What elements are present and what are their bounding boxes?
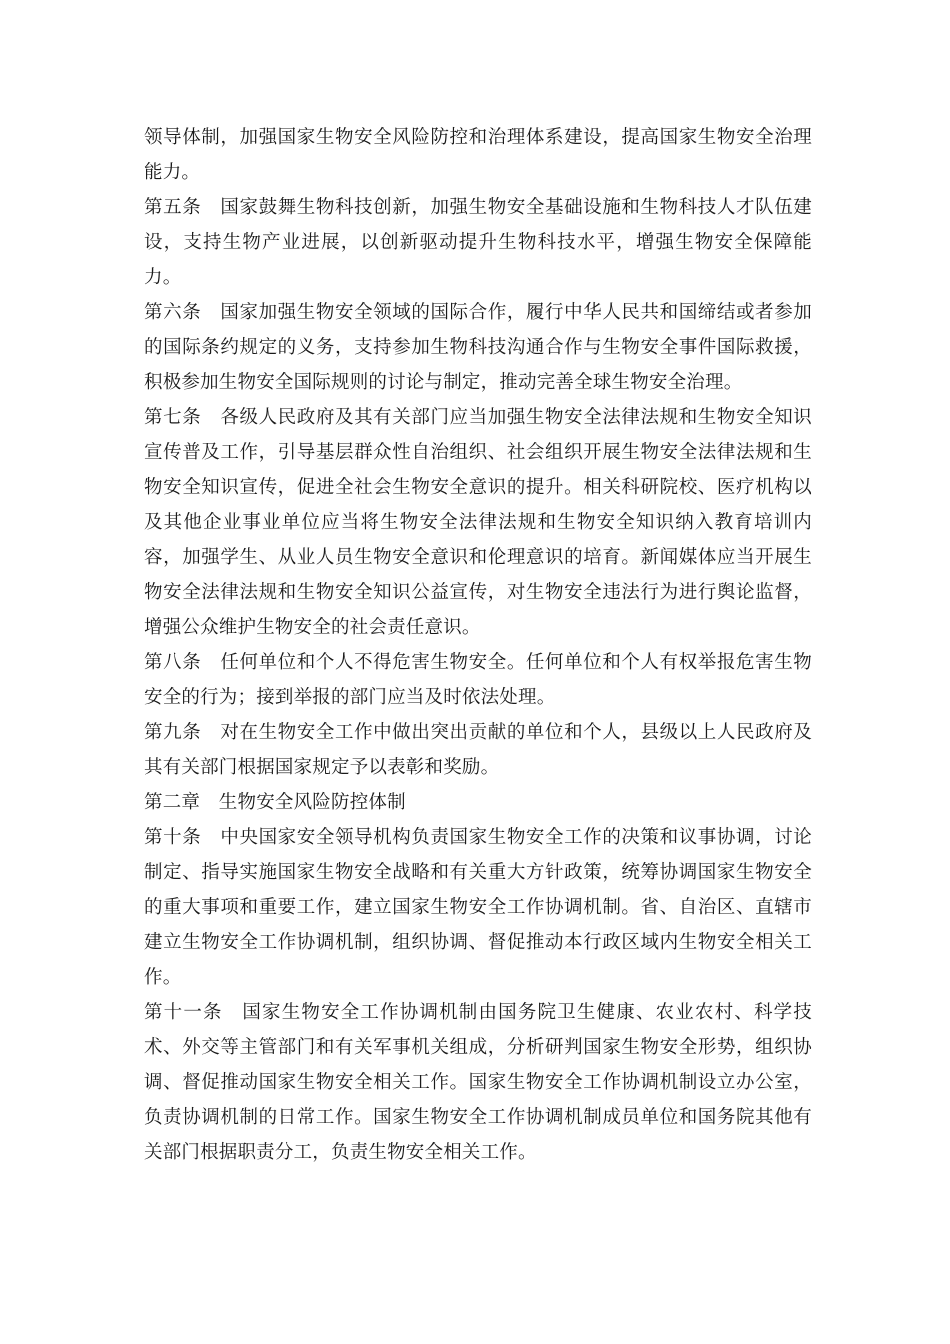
document-body xyxy=(144,120,812,1170)
article-5: 第五条 国家鼓舞生物科技创新，加强生物安全基础设施和生物科技人才队伍建设，支持生物产业进展，以创新驱动提升生物科技水平，增强生物安全保障能力。 xyxy=(144,197,812,288)
chapter-2-heading: 第二章 生物安全风险防控体制 xyxy=(144,792,406,813)
article-8: 第八条 任何单位和个人不得危害生物安全。任何单位和个人有权举报危害生物安全的行为；接到举报的部门应当及时依法处理。 xyxy=(144,652,812,708)
article-7: 第七条 各级人民政府及其有关部门应当加强生物安全法律法规和生物安全知识宣传普及工作，引导基层群众性自治组织、社会组织开展生物安全法律法规和生物安全知识宣传，促进全社会生物安全意识的提升。相关科研院校、医疗机构以及其他企业事业单位应当将生物安全法律法规和生物安全知识纳入教育培训内容，加强学生、从业人员生物安全意识和伦理意识的培育。新闻媒体应当开展生物安全法律法规和生物安全知识公益宣传，对生物安全违法行为进行舆论监督，增强公众维护生物安全的社会责任意识。 xyxy=(144,407,812,638)
article-9: 第九条 对在生物安全工作中做出突出贡献的单位和个人，县级以上人民政府及其有关部门根据国家规定予以表彰和奖励。 xyxy=(144,722,812,778)
article-11: 第十一条 国家生物安全工作协调机制由国务院卫生健康、农业农村、科学技术、外交等主管部门和有关军事机关组成，分析研判国家生物安全形势，组织协调、督促推动国家生物安全相关工作。国家生物安全工作协调机制设立办公室，负责协调机制的日常工作。国家生物安全工作协调机制成员单位和国务院其他有关部门根据职责分工，负责生物安全相关工作。 xyxy=(144,1002,812,1163)
article-6: 第六条 国家加强生物安全领域的国际合作，履行中华人民共和国缔结或者参加的国际条约规定的义务，支持参加生物科技沟通合作与生物安全事件国际救援，积极参加生物安全国际规则的讨论与制定，推动完善全球生物安全治理。 xyxy=(144,302,812,393)
article-10: 第十条 中央国家安全领导机构负责国家生物安全工作的决策和议事协调，讨论制定、指导实施国家生物安全战略和有关重大方针政策，统筹协调国家生物安全的重大事项和重要工作，建立国家生物安全工作协调机制。省、自治区、直辖市建立生物安全工作协调机制，组织协调、督促推动本行政区域内生物安全相关工作。 xyxy=(144,827,812,988)
paragraph-continuation: 领导体制，加强国家生物安全风险防控和治理体系建设，提高国家生物安全治理能力。 xyxy=(144,127,812,183)
